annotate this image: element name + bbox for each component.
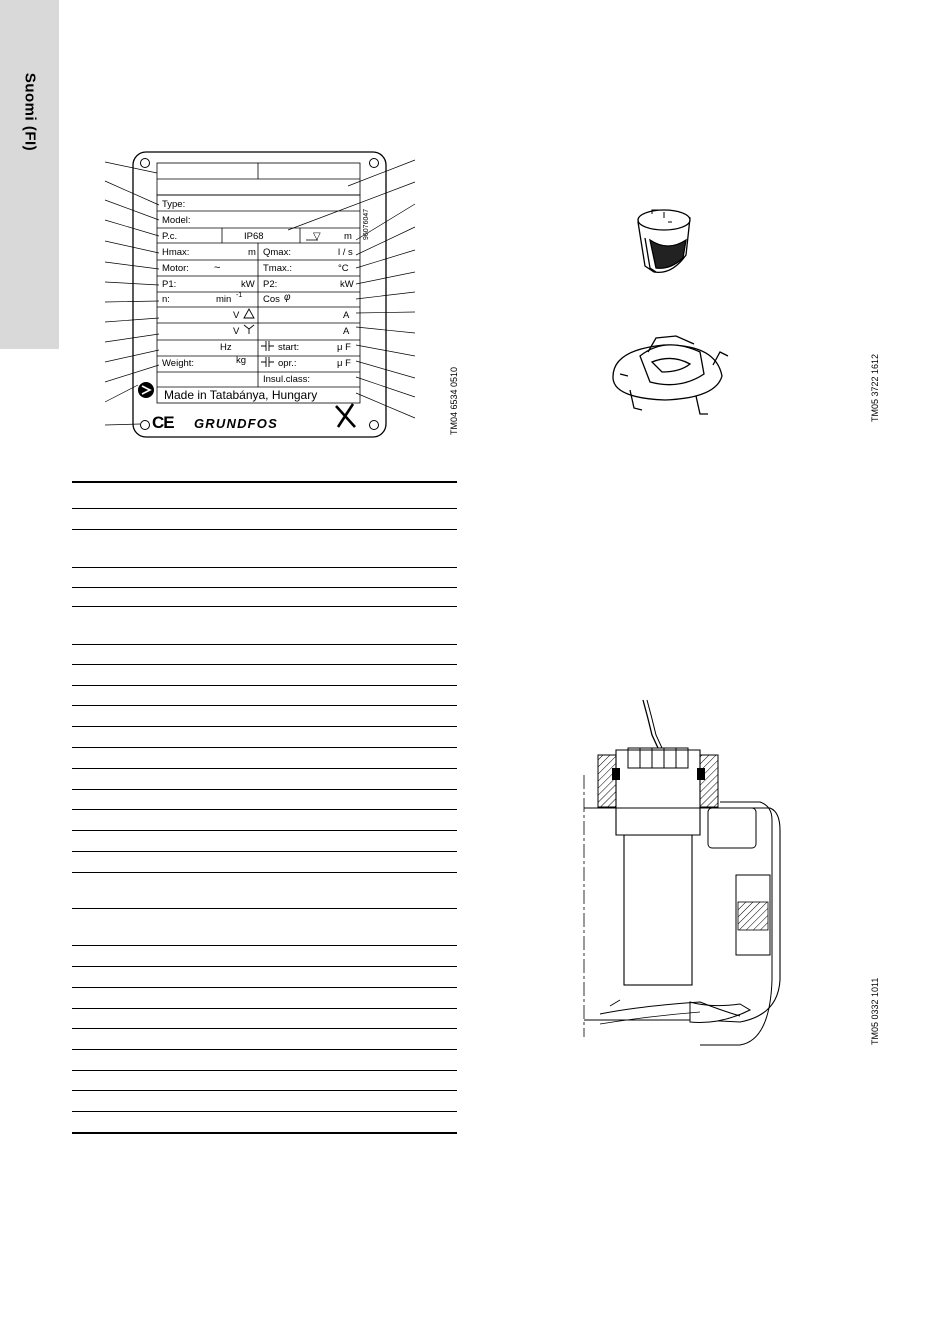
table-row [72,908,457,909]
table-row [72,1008,457,1009]
tmax-unit: °C [338,263,349,274]
hmax-label: Hmax: [162,247,190,258]
language-tab-label: Suomi (FI) [21,72,39,152]
table-row [72,830,457,831]
start-capacitance-unit: μ F [337,342,351,353]
table-row [72,685,457,686]
table-row [72,606,457,607]
table-row [72,1111,457,1112]
table-top-rule [72,481,457,483]
voltage-delta-unit: V [233,310,240,321]
p2-unit: kW [340,279,354,290]
table-row [72,508,457,509]
figure3-ref: TM05 0332 1011 [870,977,880,1045]
table-row [72,987,457,988]
hatched-nut-left [598,755,616,807]
table-row [72,726,457,727]
p1-unit: kW [241,279,255,290]
table-row [72,567,457,568]
run-capacitor-label: opr.: [278,358,297,369]
grundfos-logo-icon: GRUNDFOS [194,416,278,431]
table-bottom-rule [72,1132,457,1134]
table-row [72,966,457,967]
p1-label: P1: [162,279,177,290]
figure2-ref: TM05 3722 1612 [870,353,880,422]
ip-rating: IP68 [244,231,264,242]
pc-label: P.c. [162,231,178,242]
hmax-unit: m [248,247,256,258]
speed-unit: min [216,294,232,305]
voltage-star-unit: V [233,326,240,337]
depth-unit: m [344,231,352,242]
motor-symbol: ~ [214,262,221,274]
table-row [72,705,457,706]
table-row [72,1049,457,1050]
table-row [72,945,457,946]
language-side-tab [0,0,59,349]
pump-cross-section-figure [575,695,790,1050]
table-row [72,1070,457,1071]
run-capacitance-unit: μ F [337,358,351,369]
insulation-class-label: Insul.class: [263,374,310,385]
current-unit-1: A [343,310,350,321]
seal-cap-part [638,210,690,272]
start-capacitor-label: start: [278,342,300,353]
table-row [72,1090,457,1091]
water-level-icon: ▽ [313,231,321,242]
table-rules [72,0,457,1344]
cable-line [643,700,658,748]
type-label: Type: [162,199,186,210]
weight-unit: kg [236,355,247,366]
table-row [72,587,457,588]
ce-mark-icon: CE [152,413,174,432]
phi-symbol: φ [284,292,291,303]
frequency-unit: Hz [220,342,232,353]
speed-unit-exponent: -1 [236,292,243,299]
hatched-bearing [738,902,768,930]
made-in-text: Made in Tatabánya, Hungary [164,388,318,402]
table-row [72,529,457,530]
weight-label: Weight: [162,358,195,369]
pump-parts-figure [600,195,800,425]
table-row [72,872,457,873]
figure1-ref: TM04 6534 0510 [449,366,459,435]
table-row [72,747,457,748]
p2-label: P2: [263,279,278,290]
cos-label: Cos [263,294,280,305]
qmax-label: Qmax: [263,247,291,258]
hatched-nut-right [700,755,718,807]
plate-number: 96076047 [363,208,370,240]
current-unit-2: A [343,326,350,337]
shaft-body [624,835,692,985]
motor-label: Motor: [162,263,189,274]
table-row [72,851,457,852]
table-row [72,1028,457,1029]
qmax-unit: l / s [338,247,353,258]
filter-ring-part [613,336,728,414]
speed-label: n: [162,294,170,305]
table-row [72,664,457,665]
table-row [72,809,457,810]
model-label: Model: [162,215,191,226]
table-row [72,644,457,645]
table-row [72,789,457,790]
tmax-label: Tmax.: [263,263,293,274]
table-row [72,768,457,769]
